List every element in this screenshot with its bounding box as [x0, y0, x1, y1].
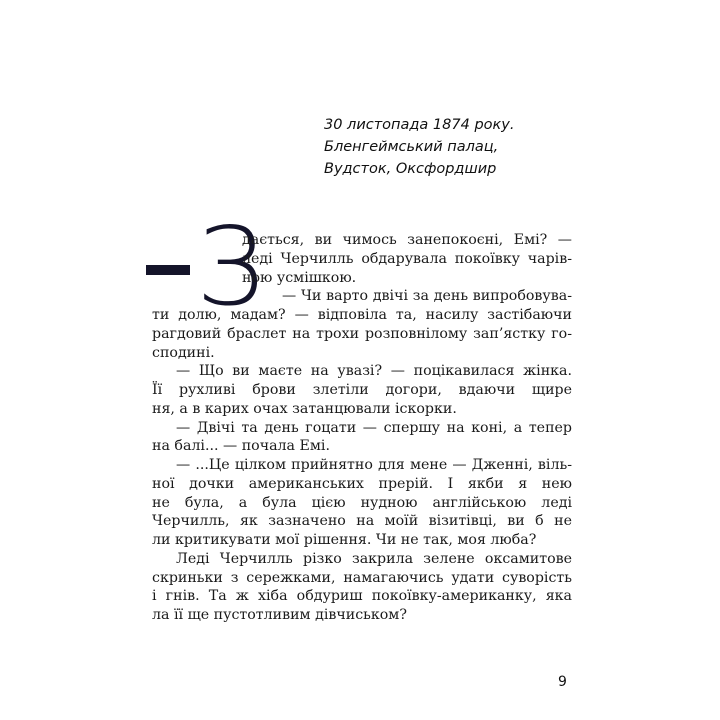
text-line: не була, а була цією нудною англійською леді [152, 494, 572, 511]
text-line: ти долю, мадам? — відповіла та, насилу застібаючи [152, 307, 572, 323]
dateline-date: 30 листопада 1874 року. [324, 117, 515, 133]
text-line: ли критикувати мої рішення. Чи не так, моя люба? [152, 532, 537, 548]
dateline-place: Бленгеймський палац, [324, 139, 499, 155]
body-text [152, 231, 572, 625]
text-line: на балі... — почала Емі. [152, 438, 330, 455]
text-line: — Двічі та день гоцати — спершу на коні, а тепер [176, 419, 572, 436]
text-line: і гнів. Та ж хіба обдуриш покоївку-американку, яка [152, 588, 572, 605]
text-line: скриньки з сережками, намагаючись удати суворість [152, 569, 572, 586]
text-line: ня, а в карих очах затанцювали іскорки. [152, 400, 457, 417]
text-line: рагдовий браслет на трохи розповнілому зап’ястку го- [152, 325, 572, 342]
drop-cap-letter: З [196, 205, 261, 330]
text-line: леді Черчилль обдарувала покоївку чарів- [242, 250, 572, 267]
text-line: Леді Черчилль різко закрила зелене оксамитове [176, 550, 572, 567]
text-line: ної дочки американських прерій. І якби я нею [152, 475, 572, 492]
chapter-dateline [324, 114, 514, 180]
text-line: — ...Це цілком прийнятно для мене — Дженні, віль- [176, 457, 572, 473]
text-line: — Що ви маєте на увазі? — поцікавилася жінка. [176, 363, 572, 380]
page-number: 9 [558, 674, 567, 690]
text-line: — Чи варто двічі за день випробовува- [282, 288, 572, 305]
text-line: ною усмішкою. [242, 269, 357, 286]
text-line: Її рухливі брови злетіли догори, вдаючи щире [152, 382, 572, 398]
text-line: Черчилль, як зазначено на моїй візитівці, ви б не [152, 513, 572, 530]
text-line: ла її ще пустотливим дівчиськом? [152, 607, 407, 623]
text-line: дається, ви чимось занепокоєні, Емі? — [242, 232, 572, 248]
text-line: сподині. [152, 344, 215, 361]
dateline-location: Вудсток, Оксфордшир [324, 161, 497, 177]
